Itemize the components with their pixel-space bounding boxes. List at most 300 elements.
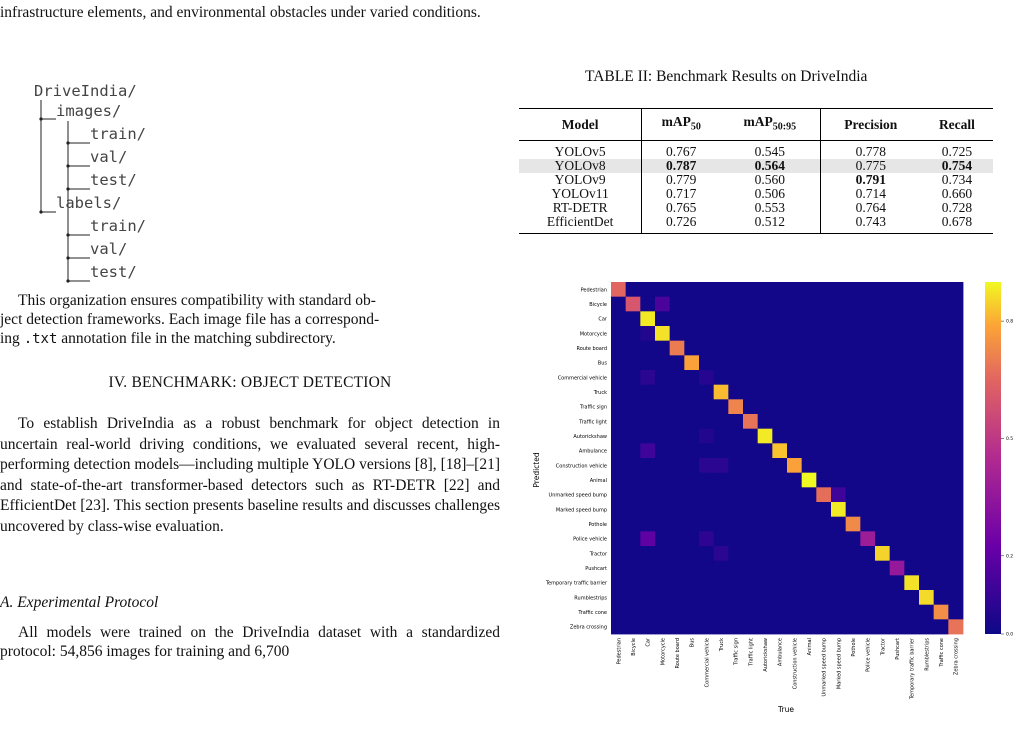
heatmap-cell (699, 502, 714, 517)
heatmap-cell (670, 561, 685, 576)
heatmap-cell (948, 531, 963, 546)
heatmap-cell (904, 399, 919, 414)
heatmap-cell (640, 443, 655, 458)
heatmap-cell (611, 473, 626, 488)
heatmap-cell (948, 473, 963, 488)
heatmap-cell (816, 414, 831, 429)
heatmap-cell (860, 355, 875, 370)
col-header-recall: Recall (921, 109, 993, 141)
tree-root: DriveIndia/ (34, 82, 137, 100)
heatmap-cell (875, 429, 890, 444)
heatmap-cell (611, 370, 626, 385)
metric-cell: 0.714 (820, 187, 921, 201)
heatmap-cell (890, 297, 905, 312)
heatmap-cell (831, 370, 846, 385)
heatmap-cell (714, 385, 729, 400)
metric-cell: 0.764 (820, 201, 921, 215)
heatmap-cell (772, 502, 787, 517)
heatmap-cell (860, 517, 875, 532)
heatmap-cell (875, 605, 890, 620)
heatmap-cell (758, 297, 773, 312)
heatmap-cell (787, 458, 802, 473)
heatmap-cell (728, 282, 743, 297)
heatmap-cell (743, 487, 758, 502)
heatmap-cell (831, 297, 846, 312)
heatmap-cell (655, 297, 670, 312)
heatmap-cell (816, 561, 831, 576)
heatmap-cell (758, 443, 773, 458)
heatmap-cell (816, 590, 831, 605)
heatmap-cell (626, 487, 641, 502)
heatmap-cell (904, 443, 919, 458)
heatmap-cell (626, 311, 641, 326)
heatmap-cell (816, 502, 831, 517)
heatmap-cell (611, 517, 626, 532)
heatmap-cell (640, 414, 655, 429)
heatmap-cell (846, 341, 861, 356)
heatmap-cell (802, 619, 817, 634)
heatmap-cell (948, 282, 963, 297)
heatmap-cell (714, 502, 729, 517)
heatmap-cell (846, 487, 861, 502)
heatmap-cell (684, 619, 699, 634)
heatmap-cell (919, 355, 934, 370)
y-tick-label: Marked speed bump (555, 507, 607, 514)
y-tick-label: Bus (597, 360, 607, 367)
heatmap-cell (934, 326, 949, 341)
y-tick-label: Traffic cone (578, 610, 607, 616)
heatmap-cell (904, 385, 919, 400)
table-row (519, 159, 993, 173)
heatmap-cell (831, 473, 846, 488)
model-name-cell: YOLOv5 (554, 143, 606, 159)
heatmap-cell (787, 575, 802, 590)
heatmap-cell (743, 531, 758, 546)
heatmap-cell (684, 311, 699, 326)
heatmap-cell (904, 326, 919, 341)
heatmap-cell (714, 282, 729, 297)
heatmap-cell (831, 458, 846, 473)
heatmap-cell (772, 443, 787, 458)
heatmap-cell (787, 473, 802, 488)
heatmap-cell (802, 487, 817, 502)
y-tick-label: Traffic light (579, 419, 607, 426)
heatmap-cell (831, 531, 846, 546)
heatmap-cell (890, 429, 905, 444)
heatmap-cell (714, 326, 729, 341)
heatmap-cell (714, 517, 729, 532)
heatmap-cell (684, 473, 699, 488)
heatmap-cell (860, 590, 875, 605)
y-tick-label: Commercial vehicle (557, 375, 607, 382)
heatmap-cell (934, 297, 949, 312)
heatmap-cell (890, 517, 905, 532)
metric-cell: 0.560 (754, 171, 786, 187)
heatmap-cell (890, 619, 905, 634)
table-row (519, 215, 993, 234)
heatmap-cell (640, 341, 655, 356)
heatmap-cell (655, 443, 670, 458)
heatmap-cell (787, 282, 802, 297)
y-axis-label: Predicted (532, 452, 541, 488)
heatmap-cell (831, 546, 846, 561)
heatmap-cell (787, 429, 802, 444)
heatmap-cell (670, 297, 685, 312)
heatmap-cell (890, 326, 905, 341)
heatmap-cell (670, 546, 685, 561)
metric-cell: 0.564 (720, 159, 820, 173)
heatmap-cell (860, 385, 875, 400)
heatmap-cell (758, 399, 773, 414)
heatmap-cell (802, 561, 817, 576)
heatmap-cell (670, 282, 685, 297)
heatmap-cell (714, 590, 729, 605)
heatmap-cell (758, 605, 773, 620)
heatmap-cell (875, 487, 890, 502)
heatmap-cell (655, 282, 670, 297)
heatmap-cell (890, 605, 905, 620)
heatmap-cell (626, 502, 641, 517)
heatmap-cell (831, 399, 846, 414)
heatmap-cell (787, 370, 802, 385)
metric-cell: 0.545 (754, 143, 786, 159)
heatmap-cell (802, 429, 817, 444)
heatmap-cell (860, 429, 875, 444)
x-tick-label: Tractor (880, 638, 887, 656)
heatmap-cell (772, 429, 787, 444)
heatmap-cell (831, 341, 846, 356)
heatmap-cell (802, 458, 817, 473)
heatmap-cell (684, 385, 699, 400)
heatmap-cell (714, 561, 729, 576)
heatmap-cell (728, 517, 743, 532)
heatmap-cell (626, 561, 641, 576)
heatmap-cell (816, 385, 831, 400)
x-tick-label: Autorickshaw (763, 638, 769, 672)
heatmap-cell (655, 605, 670, 620)
heatmap-cell (743, 458, 758, 473)
heatmap-cell (611, 487, 626, 502)
table-row (519, 140, 993, 159)
heatmap-cell (860, 502, 875, 517)
heatmap-cell (904, 575, 919, 590)
heatmap-cell (934, 517, 949, 532)
x-tick-label: Temporary traffic barrier (909, 638, 916, 700)
heatmap-cell (655, 590, 670, 605)
metric-cell: 0.512 (754, 213, 786, 229)
heatmap-cell (655, 546, 670, 561)
heatmap-cell (699, 575, 714, 590)
heatmap-cell (890, 473, 905, 488)
heatmap-cell (875, 326, 890, 341)
heatmap-cell (714, 429, 729, 444)
heatmap-cell (640, 399, 655, 414)
model-name-cell: YOLOv11 (551, 185, 609, 201)
heatmap-cell (611, 458, 626, 473)
heatmap-cell (934, 619, 949, 634)
heatmap-cell (846, 458, 861, 473)
heatmap-cell (934, 282, 949, 297)
heatmap-cell (758, 546, 773, 561)
metric-cell: 0.743 (820, 215, 921, 234)
heatmap-cell (816, 282, 831, 297)
heatmap-cell (743, 370, 758, 385)
x-axis-label: True (778, 705, 794, 714)
heatmap-cell (626, 443, 641, 458)
y-tick-label: Pushcart (585, 566, 607, 572)
heatmap-cell (846, 473, 861, 488)
heatmap-cell (846, 355, 861, 370)
heatmap-cell (655, 575, 670, 590)
heatmap-cell (626, 575, 641, 590)
heatmap-cell (758, 385, 773, 400)
heatmap-cell (904, 311, 919, 326)
heatmap-cell (860, 605, 875, 620)
heatmap-cell (714, 619, 729, 634)
heatmap-cell (611, 429, 626, 444)
heatmap-cell (670, 414, 685, 429)
heatmap-cell (802, 355, 817, 370)
heatmap-cell (802, 297, 817, 312)
heatmap-cell (699, 590, 714, 605)
heatmap-cell (728, 399, 743, 414)
heatmap-cell (743, 443, 758, 458)
metric-cell: 0.728 (941, 199, 973, 215)
heatmap-cell (772, 311, 787, 326)
heatmap-cell (860, 531, 875, 546)
heatmap-cell (758, 619, 773, 634)
heatmap-cell (802, 502, 817, 517)
heatmap-cell (802, 443, 817, 458)
heatmap-cell (758, 311, 773, 326)
heatmap-cell (831, 590, 846, 605)
heatmap-cell (890, 561, 905, 576)
heatmap-cell (611, 282, 626, 297)
heatmap-cell (934, 385, 949, 400)
heatmap-cell (816, 473, 831, 488)
heatmap-cell (816, 517, 831, 532)
heatmap-cell (772, 561, 787, 576)
heatmap-cell (743, 546, 758, 561)
tree-node: train/ (90, 125, 146, 143)
heatmap-cell (655, 414, 670, 429)
heatmap-cell (699, 531, 714, 546)
y-tick-label: Pothole (588, 522, 607, 528)
heatmap-cell (948, 487, 963, 502)
heatmap-cell (802, 370, 817, 385)
heatmap-cell (640, 531, 655, 546)
heatmap-cell (787, 605, 802, 620)
heatmap-cell (743, 473, 758, 488)
heatmap-cell (948, 355, 963, 370)
heatmap-cell (934, 443, 949, 458)
heatmap-cell (772, 531, 787, 546)
x-tick-label: Animal (807, 638, 813, 656)
y-tick-label: Bicycle (589, 302, 607, 308)
heatmap-cell (758, 473, 773, 488)
heatmap-cell (611, 619, 626, 634)
heatmap-cell (611, 605, 626, 620)
heatmap-cell (948, 443, 963, 458)
heatmap-cell (655, 561, 670, 576)
heatmap-cell (626, 429, 641, 444)
heatmap-cell (875, 531, 890, 546)
heatmap-cell (670, 473, 685, 488)
heatmap-cell (626, 619, 641, 634)
heatmap-cell (904, 414, 919, 429)
tree-node-dot (39, 210, 42, 213)
heatmap-cell (846, 282, 861, 297)
heatmap-cell (772, 605, 787, 620)
heatmap-cell (714, 341, 729, 356)
heatmap-cell (640, 429, 655, 444)
heatmap-cell (875, 443, 890, 458)
heatmap-cell (684, 605, 699, 620)
heatmap-cell (655, 502, 670, 517)
heatmap-cell (802, 282, 817, 297)
heatmap-cell (816, 370, 831, 385)
heatmap-cell (772, 355, 787, 370)
heatmap-cell (626, 458, 641, 473)
tree-node: test/ (90, 171, 137, 189)
table-caption: TABLE II: Benchmark Results on DriveIndia (585, 68, 868, 85)
heatmap-cell (875, 502, 890, 517)
paragraph-protocol (0, 623, 500, 663)
heatmap-cell (860, 443, 875, 458)
para-line: ject detection frameworks. Each image file has a correspond- (0, 311, 380, 328)
heatmap-cell (670, 590, 685, 605)
heatmap-cell (948, 561, 963, 576)
heatmap-cell (699, 546, 714, 561)
heatmap-cell (743, 297, 758, 312)
heatmap-cell (919, 429, 934, 444)
x-tick-label: Pothole (851, 638, 857, 657)
colorbar (985, 282, 1001, 634)
heatmap-cell (904, 517, 919, 532)
heatmap-cell (875, 399, 890, 414)
x-tick-label: Ambulance (777, 638, 784, 667)
heatmap-cell (670, 458, 685, 473)
heatmap-cell (787, 561, 802, 576)
heatmap-cell (728, 311, 743, 326)
heatmap-cell (611, 311, 626, 326)
heatmap-cell (699, 399, 714, 414)
heatmap-cell (904, 473, 919, 488)
heatmap-cell (860, 370, 875, 385)
heatmap-cell (640, 355, 655, 370)
heatmap-cell (831, 619, 846, 634)
heatmap-cell (875, 282, 890, 297)
heatmap-cell (919, 517, 934, 532)
heatmap-cell (904, 561, 919, 576)
heatmap-cell (816, 326, 831, 341)
heatmap-cell (904, 531, 919, 546)
heatmap-cell (934, 370, 949, 385)
heatmap-cell (758, 502, 773, 517)
heatmap-cell (728, 590, 743, 605)
heatmap-cell (714, 531, 729, 546)
heatmap-cell (640, 326, 655, 341)
heatmap-cell (670, 341, 685, 356)
heatmap-cell (714, 473, 729, 488)
heatmap-cell (831, 517, 846, 532)
heatmap-cell (860, 282, 875, 297)
heatmap-cell (816, 487, 831, 502)
heatmap-cell (919, 502, 934, 517)
heatmap-cell (626, 517, 641, 532)
heatmap-cell (743, 341, 758, 356)
heatmap-cell (846, 517, 861, 532)
heatmap-cell (640, 370, 655, 385)
heatmap-cell (816, 458, 831, 473)
heatmap-cell (728, 414, 743, 429)
heatmap-cell (743, 502, 758, 517)
heatmap-cell (875, 297, 890, 312)
metric-cell: 0.734 (941, 171, 973, 187)
heatmap-cell (875, 473, 890, 488)
heatmap-cell (948, 341, 963, 356)
x-tick-label: Route board (675, 638, 681, 669)
heatmap-cell (728, 355, 743, 370)
metric-cell: 0.678 (941, 213, 973, 229)
heatmap-cell (626, 370, 641, 385)
heatmap-cell (684, 414, 699, 429)
colorbar-tick-label: 0.8 (1006, 319, 1014, 325)
x-tick-label: Bicycle (631, 638, 637, 656)
heatmap-cell (904, 297, 919, 312)
heatmap-cell (699, 619, 714, 634)
metric-cell: 0.787 (642, 159, 720, 173)
heatmap-cell (684, 282, 699, 297)
heatmap-cell (699, 326, 714, 341)
heatmap-cell (626, 605, 641, 620)
heatmap-cell (846, 619, 861, 634)
heatmap-cell (626, 385, 641, 400)
heatmap-cell (772, 590, 787, 605)
heatmap-cell (787, 326, 802, 341)
heatmap-cell (890, 443, 905, 458)
metric-cell: 0.754 (921, 159, 993, 173)
heatmap-cell (655, 429, 670, 444)
heatmap-cell (699, 443, 714, 458)
heatmap-cell (772, 517, 787, 532)
heatmap-cell (655, 311, 670, 326)
heatmap-cell (934, 575, 949, 590)
heatmap-cell (772, 575, 787, 590)
heatmap-cell (772, 399, 787, 414)
heatmap-cell (670, 385, 685, 400)
heatmap-cell (772, 619, 787, 634)
heatmap-cell (626, 355, 641, 370)
heatmap-cell (846, 443, 861, 458)
heatmap-cell (684, 531, 699, 546)
heatmap-cell (787, 311, 802, 326)
heatmap-cell (934, 429, 949, 444)
heatmap-cell (626, 546, 641, 561)
heatmap-cell (787, 531, 802, 546)
heatmap-cell (816, 619, 831, 634)
colorbar-tick-label: 0.0 (1006, 632, 1014, 638)
heatmap-cell (640, 575, 655, 590)
heatmap-cell (743, 399, 758, 414)
heatmap-cell (831, 414, 846, 429)
x-tick-label: Traffic light (748, 638, 755, 666)
para-text: annotation file in the matching subdirectory. (57, 330, 336, 347)
heatmap-cell (919, 311, 934, 326)
heatmap-cell (904, 605, 919, 620)
heatmap-cell (772, 546, 787, 561)
heatmap-cell (684, 561, 699, 576)
